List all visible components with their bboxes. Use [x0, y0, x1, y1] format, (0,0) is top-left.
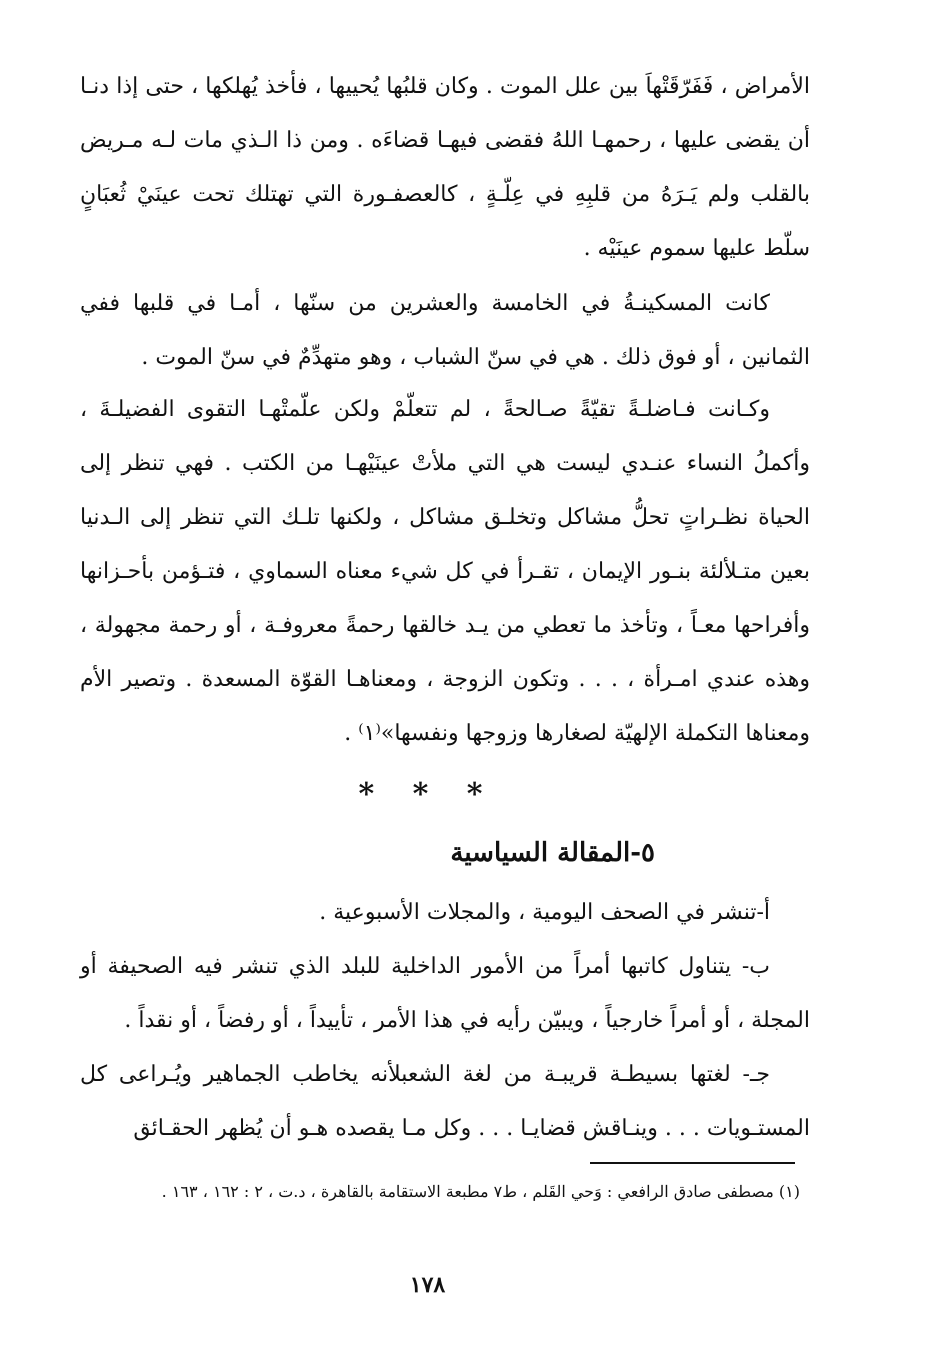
page-number: ١٧٨: [409, 1272, 446, 1298]
paragraph-1: الأمراض ، فَفَرّقَتْهاَ بين علل الموت . وكان قلبُها يُحييها ، فأخذ يُهلكها ، حتى إذا دنـا أن يقضى عليها ، رحمهـا اللهُ فقضى فيهـا قضاءَه . ومن ذا الـذي مات لـه مـريض بالقلب ولم يَـرَهُ من قلبِهِ في عِلّـةٍ ، كالعصفـورة التي تهتلك تحت عينَيْ ثُعبَانٍ سلّط عليها سموم عينَيْه .: [80, 74, 810, 261]
list-item-a: أ-تنشر في الصحف اليومية ، والمجلات الأسبوعية .: [319, 900, 770, 925]
section-heading: ٥-المقالة السياسية: [450, 838, 655, 868]
footnote: (١) مصطفى صادق الرافعي : وَحي القَلم ، ط٧ مطبعة الاستقامة بالقاهرة ، د.ت ، ٢ : ١٦٢ ، ١٦٣ .: [161, 1182, 800, 1201]
paragraph-3: وكـانت فـاضلـةً تقيّةً صـالحةً ، لم تتعلّمْ ولكن علّمتْهـا التقوى الفضيلـةَ ، وأكملُ النساء عنـدي ليست هي التي ملأتْ عينَيْهـا من الكتب . فهي تنظر إلى الحياة نظـراتٍ تحلُّ مشاكل وتخلـق مشاكل ، ولكنها تلـك التي تنظر إلى الـدنيا بعين متـلألئة بنـور الإيمان ، تقـرأ في كل شيء معناه السماوي ، فتـؤمن بأحـزانها وأفراحها معـاً ، وتأخذ ما تعطي من يـد خالقها رحمةً معروفـة ، أو رحمة مجهولة ، وهذه عندي امـرأة ، . . . وتكون الزوجة ، ومعناهـا القوّة المسعدة . وتصير الأم ومعناها التكملة الإلهيّة لصغارها وزوجها ونفسها»⁽١⁾ .: [80, 397, 810, 746]
paragraph-2: كانت المسكينـةُ في الخامسة والعشرين من سنّها ، أمـا في قلبها ففي الثمانين ، أو فوق ذلك . هي في سنّ الشباب ، وهو متهدِّمٌ في سنّ الموت .: [80, 291, 810, 370]
list-item-c: جـ- لغتها بسيطـة قريبـة من لغة الشعبلأنه يخاطب الجماهير ويُـراعى كل المستـويات . . . وينـاقش قضايـا . . . وكل مـا يقصده هـو أن يُظهر الحقـائق: [80, 1062, 810, 1141]
footnote-divider: [590, 1162, 795, 1164]
list-item-b: ب- يتناول كاتبها أمراً من الأمور الداخلية للبلد الذي تنشر فيه الصحيفة أو المجلة ، أو أمراً خارجياً ، ويبيّن رأيه في هذا الأمر ، تأييداً ، أو رفضاً ، أو نقداً .: [80, 954, 810, 1033]
section-separator: * * *: [358, 777, 497, 812]
